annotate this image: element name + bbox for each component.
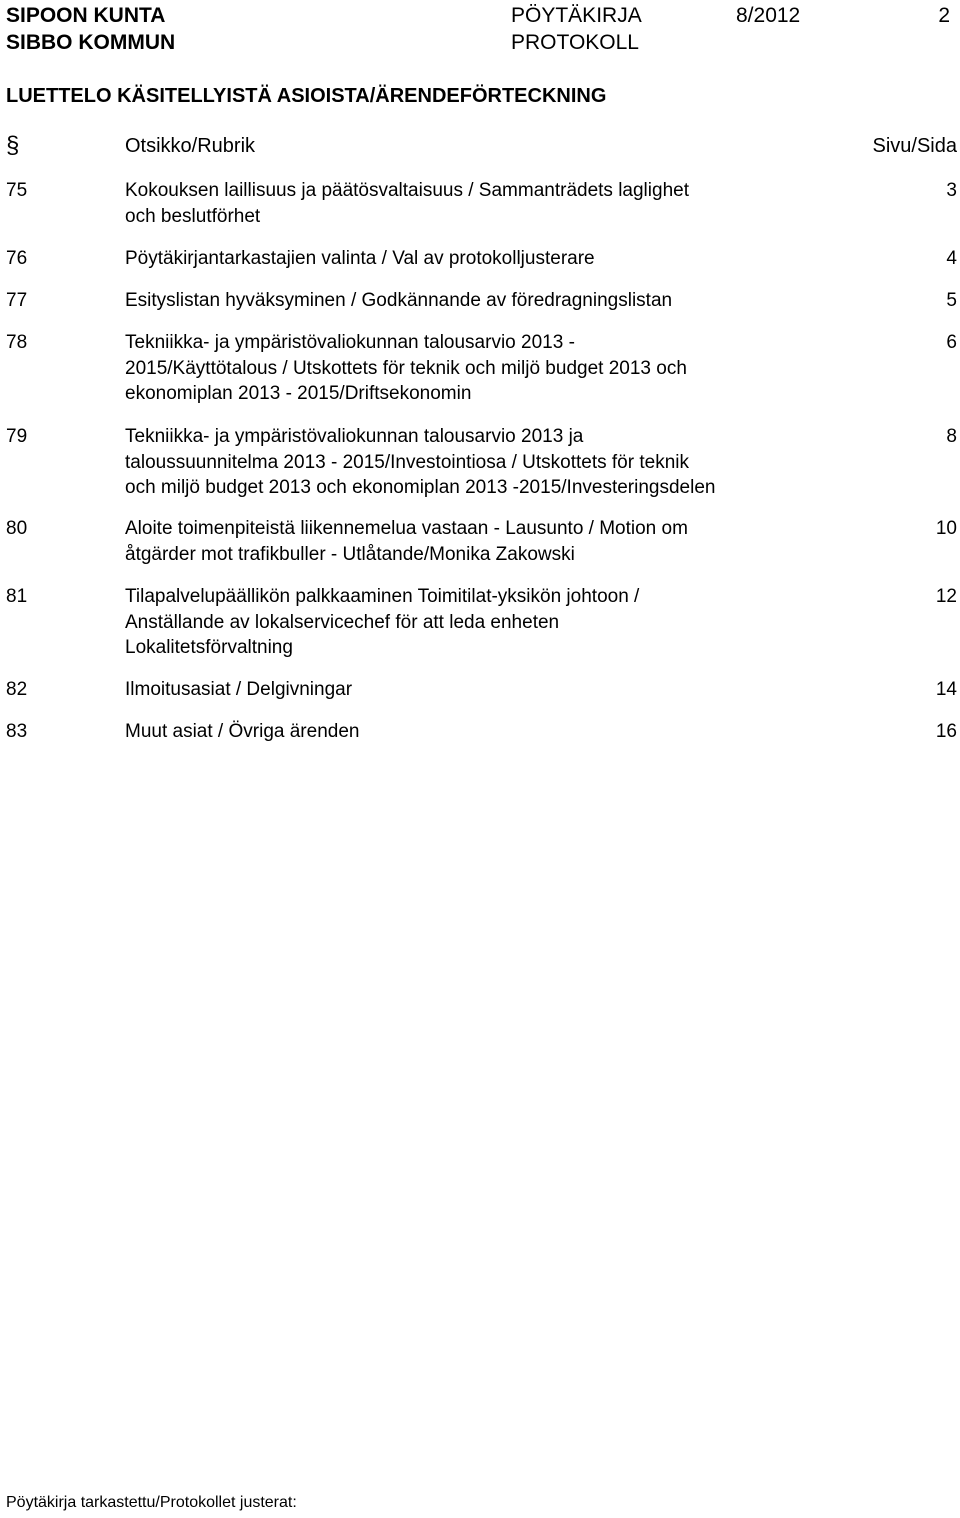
item-title: Ilmoitusasiat / Delgivningar xyxy=(125,679,353,700)
item-page: 14 xyxy=(935,679,957,700)
item-page: 5 xyxy=(946,290,957,311)
org-name-sv: SIBBO KOMMUN xyxy=(6,31,176,54)
title-column-heading: Otsikko/Rubrik xyxy=(125,135,256,157)
doc-type-fi: PÖYTÄKIRJA xyxy=(511,4,642,27)
page-number: 2 xyxy=(938,4,950,27)
item-page: 8 xyxy=(946,426,957,447)
item-number: 78 xyxy=(6,332,28,353)
item-number: 81 xyxy=(6,586,28,607)
item-page: 10 xyxy=(935,518,957,539)
item-page: 3 xyxy=(946,180,957,201)
item-title: Tekniikka- ja ympäristövaliokunnan talousarvio 2013 ja taloussuunnitelma 2013 - 2015/Investointiosa / Utskottets för teknik och miljö budget 2013 och ekonomiplan 2013 -2015/Investeringsdelen xyxy=(125,426,716,498)
item-number: 80 xyxy=(6,518,28,539)
item-page: 6 xyxy=(946,332,957,353)
item-title: Muut asiat / Övriga ärenden xyxy=(125,721,360,742)
item-number: 79 xyxy=(6,426,28,447)
doc-number: 8/2012 xyxy=(736,4,801,27)
item-title: Tekniikka- ja ympäristövaliokunnan talousarvio 2013 - 2015/Käyttötalous / Utskottets för teknik och miljö budget 2013 och ekonomiplan 2013 - 2015/Driftsekonomin xyxy=(125,332,687,404)
page-column-heading: Sivu/Sida xyxy=(872,135,957,157)
item-number: 76 xyxy=(6,248,28,269)
item-title: Aloite toimenpiteistä liikennemelua vastaan - Lausunto / Motion om åtgärder mot trafikbuller - Utlåtande/Monika Zakowski xyxy=(125,518,688,565)
item-title: Tilapalvelupäällikön palkkaaminen Toimitilat-yksikön johtoon / Anställande av lokalservicechef för att leda enheten Lokalitetsförvaltning xyxy=(125,586,640,658)
item-title: Kokouksen laillisuus ja päätösvaltaisuus / Sammanträdets laglighet och beslutförhet xyxy=(125,180,689,227)
item-number: 77 xyxy=(6,290,28,311)
item-title: Pöytäkirjantarkastajien valinta / Val av protokolljusterare xyxy=(125,248,595,269)
doc-type-sv: PROTOKOLL xyxy=(511,31,639,54)
org-name-fi: SIPOON KUNTA xyxy=(6,4,166,27)
item-number: 82 xyxy=(6,679,28,700)
item-number: 83 xyxy=(6,721,28,742)
item-page: 16 xyxy=(935,721,957,742)
section-symbol-heading: § xyxy=(6,132,20,159)
footer-signature-line: Pöytäkirja tarkastettu/Protokollet justerat: xyxy=(6,1494,297,1511)
item-title: Esityslistan hyväksyminen / Godkännande av föredragningslistan xyxy=(125,290,673,311)
item-page: 4 xyxy=(946,248,957,269)
item-page: 12 xyxy=(935,586,957,607)
list-title: LUETTELO KÄSITELLYISTÄ ASIOISTA/ÄRENDEFÖRTECKNING xyxy=(6,85,607,107)
item-number: 75 xyxy=(6,180,28,201)
